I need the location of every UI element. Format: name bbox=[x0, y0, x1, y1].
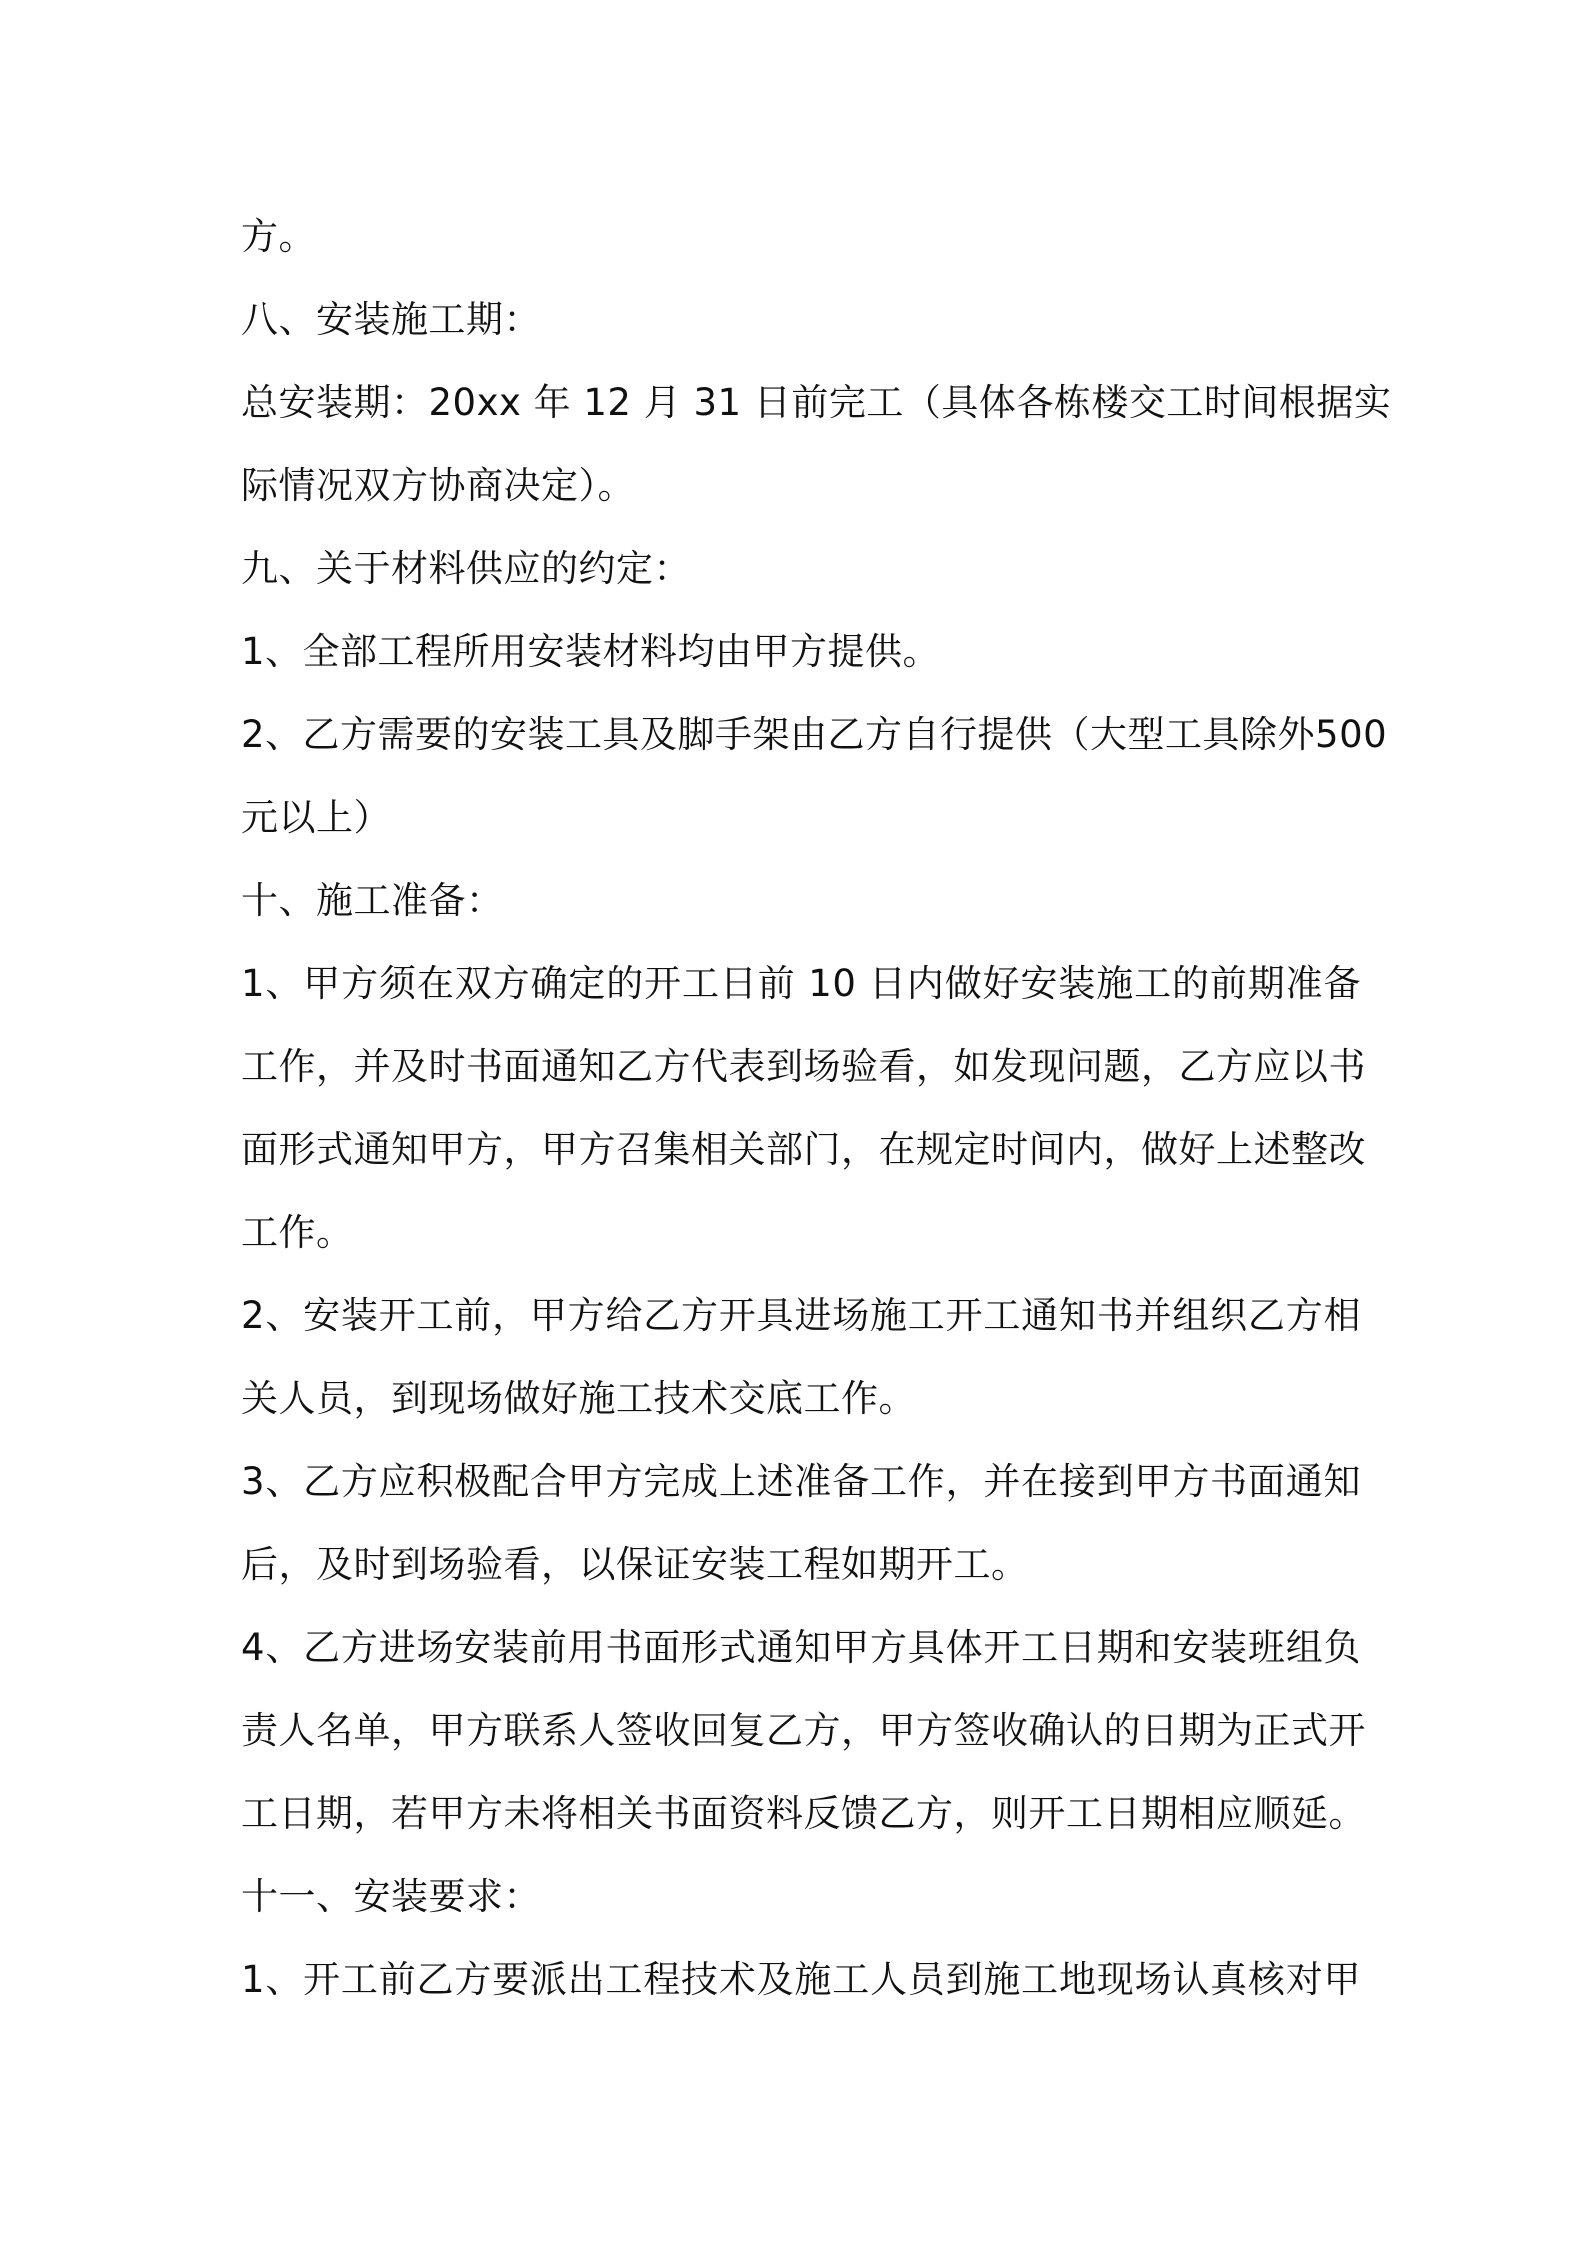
text-line: 3、乙方应积极配合甲方完成上述准备工作，并在接到甲方书面通知 bbox=[241, 1460, 1361, 1503]
text-line: 4、乙方进场安装前用书面形式通知甲方具体开工日期和安装班组负 bbox=[241, 1626, 1361, 1669]
text-line: 1、开工前乙方要派出工程技术及施工人员到施工地现场认真核对甲 bbox=[241, 1958, 1361, 2001]
text-line: 工日期，若甲方未将相关书面资料反馈乙方，则开工日期相应顺延。 bbox=[241, 1792, 1366, 1835]
text-line: 元以上） bbox=[241, 796, 391, 839]
text-line: 1、全部工程所用安装材料均由甲方提供。 bbox=[241, 630, 941, 673]
section-heading-9: 九、关于材料供应的约定： bbox=[241, 547, 691, 590]
text-line: 际情况双方协商决定）。 bbox=[241, 464, 635, 507]
section-heading-8: 八、安装施工期： bbox=[241, 298, 541, 341]
text-line: 工作，并及时书面通知乙方代表到场验看，如发现问题，乙方应以书 bbox=[241, 1045, 1366, 1088]
text-line: 责人名单，甲方联系人签收回复乙方，甲方签收确认的日期为正式开 bbox=[241, 1709, 1366, 1752]
document-body bbox=[241, 195, 1392, 2021]
section-heading-11: 十一、安装要求： bbox=[241, 1875, 541, 1918]
text-line: 1、甲方须在双方确定的开工日前 10 日内做好安装施工的前期准备 bbox=[241, 962, 1361, 1005]
text-line: 面形式通知甲方，甲方召集相关部门，在规定时间内，做好上述整改 bbox=[241, 1128, 1366, 1171]
text-line: 2、乙方需要的安装工具及脚手架由乙方自行提供（大型工具除外500 bbox=[241, 713, 1388, 756]
text-line: 2、安装开工前，甲方给乙方开具进场施工开工通知书并组织乙方相 bbox=[241, 1294, 1361, 1337]
text-line: 工作。 bbox=[241, 1211, 354, 1254]
text-line: 方。 bbox=[241, 215, 316, 258]
section-heading-10: 十、施工准备： bbox=[241, 879, 504, 922]
text-line: 关人员，到现场做好施工技术交底工作。 bbox=[241, 1377, 916, 1420]
text-line: 后，及时到场验看，以保证安装工程如期开工。 bbox=[241, 1543, 1029, 1586]
text-line: 总安装期：20xx 年 12 月 31 日前完工（具体各栋楼交工时间根据实 bbox=[241, 381, 1392, 424]
